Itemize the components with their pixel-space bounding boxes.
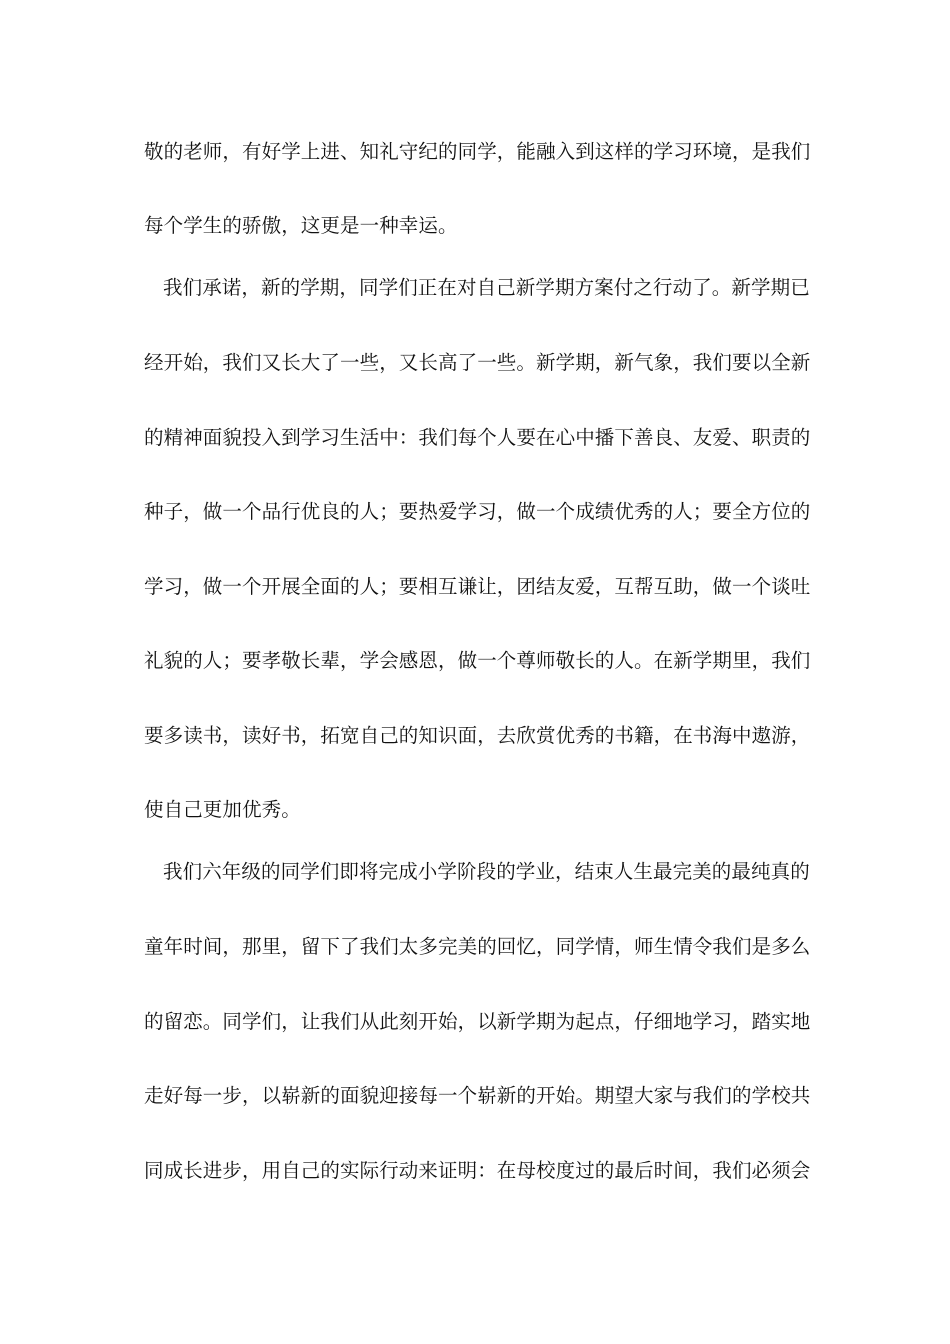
text-line: 走好每一步，以崭新的面貌迎接每一个崭新的开始。期望大家与我们的学校共 xyxy=(144,1084,811,1107)
text-line: 每个学生的骄傲，这更是一种幸运。 xyxy=(144,214,458,237)
text-line: 要多读书，读好书，拓宽自己的知识面，去欣赏优秀的书籍，在书海中遨游， xyxy=(144,724,811,747)
text-line: 使自己更加优秀。 xyxy=(144,798,301,821)
text-line: 童年时间，那里，留下了我们太多完美的回忆，同学情，师生情令我们是多么 xyxy=(144,935,811,958)
text-line: 同成长进步，用自己的实际行动来证明：在母校度过的最后时间，我们必须会 xyxy=(144,1159,811,1182)
text-line: 礼貌的人；要孝敬长辈，学会感恩，做一个尊师敬长的人。在新学期里，我们 xyxy=(144,649,811,672)
text-line: 经开始，我们又长大了一些，又长高了一些。新学期，新气象，我们要以全新 xyxy=(144,351,811,374)
text-line: 我们承诺，新的学期，同学们正在对自己新学期方案付之行动了。新学期已 xyxy=(163,276,810,299)
text-line: 的留恋。同学们，让我们从此刻开始，以新学期为起点，仔细地学习，踏实地 xyxy=(144,1010,811,1033)
text-line: 我们六年级的同学们即将完成小学阶段的学业，结束人生最完美的最纯真的 xyxy=(163,860,810,883)
text-line: 的精神面貌投入到学习生活中：我们每个人要在心中播下善良、友爱、职责的 xyxy=(144,426,811,449)
text-line: 敬的老师，有好学上进、知礼守纪的同学，能融入到这样的学习环境，是我们 xyxy=(144,140,811,163)
text-line: 学习，做一个开展全面的人；要相互谦让，团结友爱，互帮互助，做一个谈吐 xyxy=(144,575,811,598)
text-line: 种子，做一个品行优良的人；要热爱学习，做一个成绩优秀的人；要全方位的 xyxy=(144,500,811,523)
